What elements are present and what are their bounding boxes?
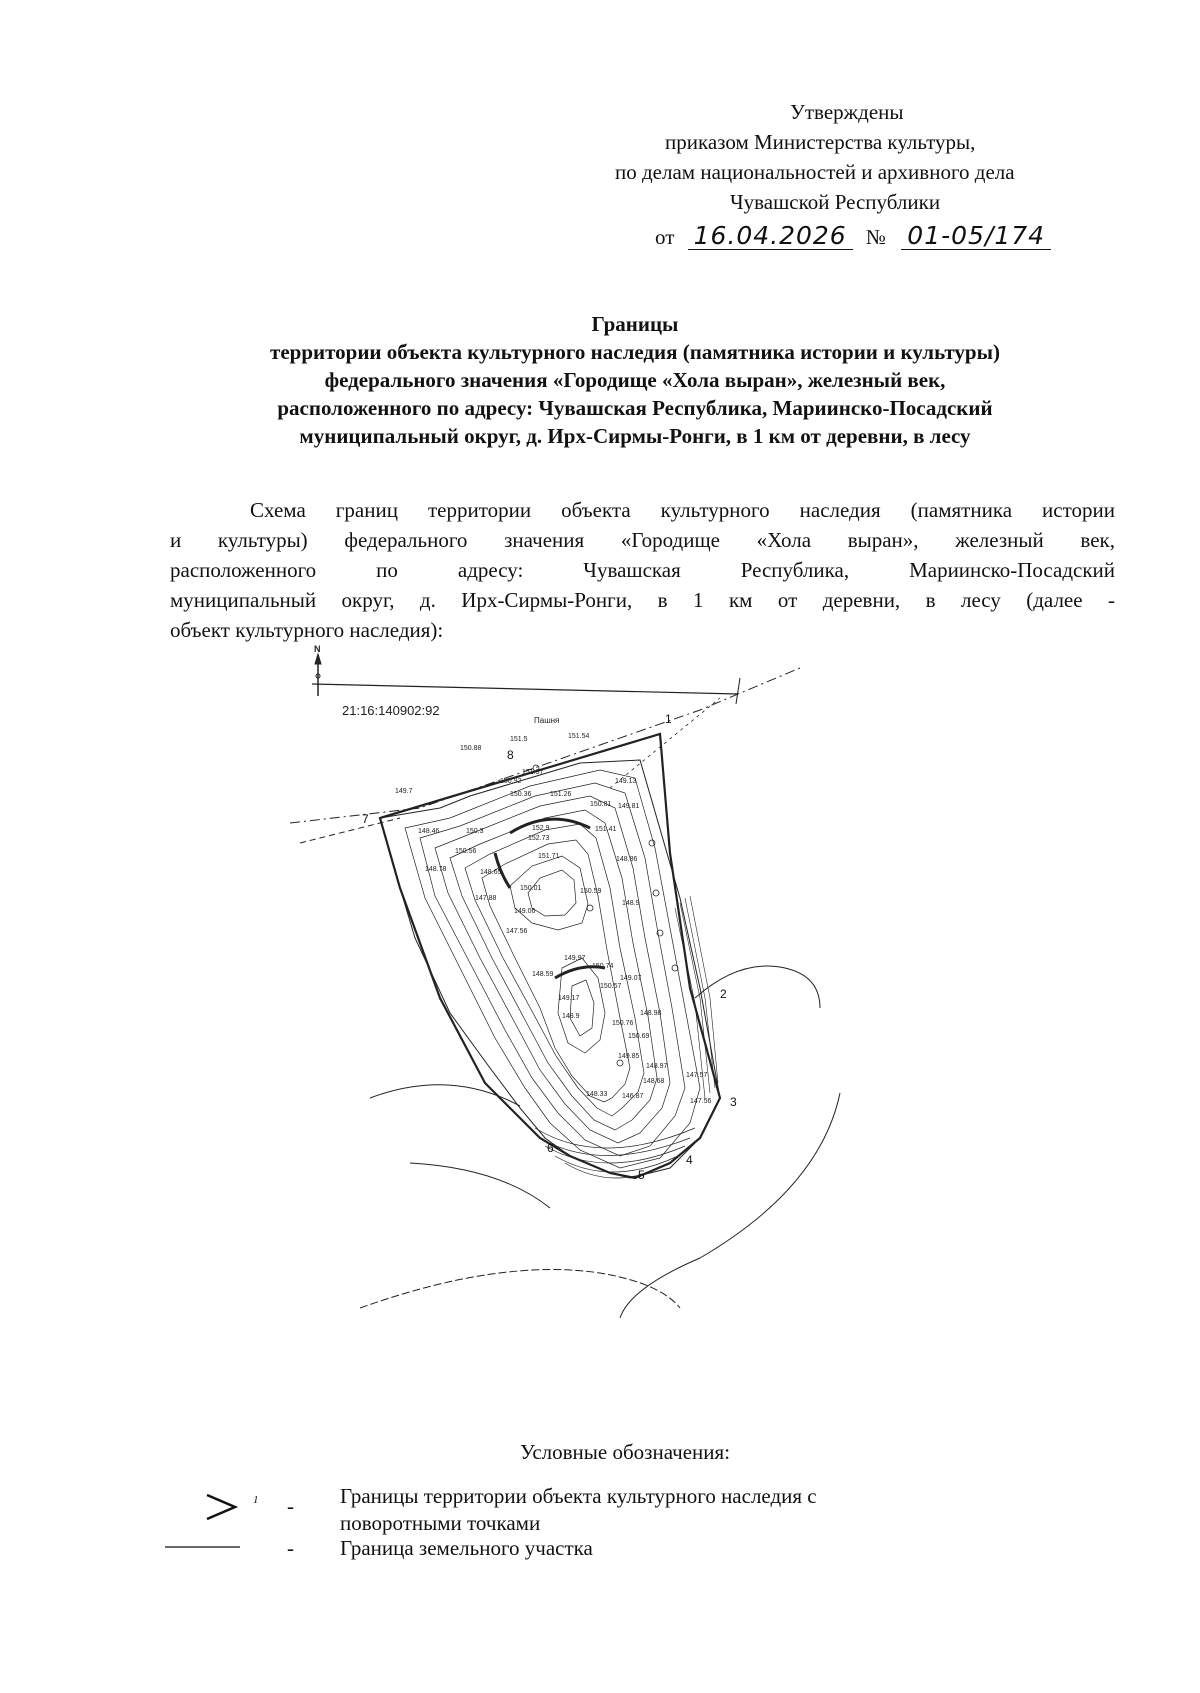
elevation-mark: 148.65 bbox=[480, 869, 502, 876]
paragraph-line-4: муниципальный округ, д. Ирх-Сирмы-Ронги, в 1 км от деревни, в лесу (далее - bbox=[170, 588, 1115, 612]
elevation-mark: 148.33 bbox=[586, 1091, 608, 1098]
elevation-mark: 151.37 bbox=[522, 769, 544, 776]
elevation-mark: 151.41 bbox=[595, 826, 617, 833]
elevation-mark: 147.56 bbox=[506, 928, 528, 935]
elevation-mark: 149.07 bbox=[620, 975, 642, 982]
elevation-mark: 147.56 bbox=[690, 1098, 712, 1105]
legend-dash-2: - bbox=[287, 1536, 294, 1560]
elevation-mark: 150.56 bbox=[455, 848, 477, 855]
elevation-mark: 151.71 bbox=[538, 853, 560, 860]
paragraph-line-1: Схема границ территории объекта культурного наследия (памятника истории bbox=[250, 498, 1115, 522]
elevation-mark: 148.98 bbox=[640, 1010, 662, 1017]
elevation-mark: 152.9 bbox=[532, 825, 550, 832]
legend-title: Условные обозначения: bbox=[520, 1440, 731, 1464]
elevation-mark: 148.97 bbox=[646, 1063, 668, 1070]
elevation-mark: 150.57 bbox=[600, 983, 622, 990]
turning-point-4: 4 bbox=[686, 1153, 693, 1167]
elevation-mark: 149.81 bbox=[618, 803, 640, 810]
field-label: Пашня bbox=[534, 716, 560, 725]
paragraph-line-2: и культуры) федерального значения «Городище «Хола выран», железный век, bbox=[170, 528, 1115, 552]
turning-point-5: 5 bbox=[638, 1168, 645, 1182]
paragraph-line-5: объект культурного наследия): bbox=[170, 618, 444, 642]
elevation-mark: 150.74 bbox=[592, 963, 614, 970]
handwritten-order-number: 01-05/174 bbox=[901, 223, 1051, 250]
elevation-mark: 148.86 bbox=[616, 856, 638, 863]
title-line-4: расположенного по адресу: Чувашская Республика, Мариинско-Посадский bbox=[277, 396, 993, 420]
elevation-mark: 148.9 bbox=[562, 1013, 580, 1020]
turning-point-3: 3 bbox=[730, 1095, 737, 1109]
cadastral-number: 21:16:140902:92 bbox=[342, 703, 440, 718]
elevation-mark: 148.78 bbox=[425, 866, 447, 873]
elevation-mark: 149.17 bbox=[558, 995, 580, 1002]
north-label: N bbox=[314, 644, 321, 654]
elevation-mark: 150.81 bbox=[590, 801, 612, 808]
elevation-mark: 148.9 bbox=[622, 900, 640, 907]
north-arrow bbox=[315, 654, 321, 696]
turning-point-1: 1 bbox=[665, 712, 672, 726]
date-prefix: от bbox=[655, 225, 675, 249]
turning-point-8: 8 bbox=[507, 748, 514, 762]
elevation-mark: 148.68 bbox=[643, 1078, 665, 1085]
approval-line-2: приказом Министерства культуры, bbox=[665, 130, 976, 154]
elevation-mark: 150.69 bbox=[628, 1033, 650, 1040]
elevation-mark: 150.01 bbox=[520, 885, 542, 892]
elevation-mark: 150.76 bbox=[612, 1020, 634, 1027]
title-line-3: федерального значения «Городище «Хола выран», железный век, bbox=[324, 368, 946, 392]
elevation-mark: 149.85 bbox=[618, 1053, 640, 1060]
elevation-mark: 150.88 bbox=[460, 745, 482, 752]
elevation-mark: 147.57 bbox=[686, 1072, 708, 1079]
elevation-mark: 146.87 bbox=[622, 1093, 644, 1100]
turning-point-6: 6 bbox=[547, 1141, 554, 1155]
parcel-line-symbol bbox=[165, 1545, 245, 1549]
elevation-mark: 149.7 bbox=[395, 788, 413, 795]
elevation-mark: 148.59 bbox=[532, 971, 554, 978]
elevation-mark: 151.26 bbox=[550, 791, 572, 798]
approval-line-3: по делам национальностей и архивного дела bbox=[615, 160, 1015, 184]
elevation-mark: 150.92 bbox=[500, 778, 522, 785]
turning-point-2: 2 bbox=[720, 987, 727, 1001]
approval-line-4: Чувашской Республики bbox=[730, 190, 941, 214]
elevation-mark: 149.13 bbox=[615, 778, 637, 785]
document-title bbox=[160, 310, 1110, 450]
turning-point-7: 7 bbox=[362, 812, 369, 826]
number-prefix: № bbox=[865, 225, 886, 249]
elevation-mark: 150.59 bbox=[580, 888, 602, 895]
paragraph-line-3: расположенного по адресу: Чувашская Республика, Мариинско-Посадский bbox=[170, 558, 1115, 582]
scheme-description bbox=[170, 495, 1115, 645]
elevation-mark: 149.06 bbox=[514, 908, 536, 915]
elevation-mark: 150.36 bbox=[510, 791, 532, 798]
elevation-mark: 147.88 bbox=[475, 895, 497, 902]
parcel-legend-text: Граница земельного участка bbox=[340, 1536, 593, 1560]
boundary-legend-text-2: поворотными точками bbox=[340, 1511, 541, 1535]
elevation-mark: 152.73 bbox=[528, 835, 550, 842]
order-date-number bbox=[655, 222, 1051, 252]
title-line-1: Границы bbox=[591, 312, 679, 336]
title-line-5: муниципальный округ, д. Ирх-Сирмы-Ронги, в 1 км от деревни, в лесу bbox=[299, 424, 971, 448]
elevation-mark: 151.54 bbox=[568, 733, 590, 740]
handwritten-date: 16.04.2026 bbox=[688, 223, 853, 250]
elevation-mark: 151.5 bbox=[510, 736, 528, 743]
approval-line-1: Утверждены bbox=[790, 100, 904, 124]
boundary-scheme-map bbox=[300, 644, 960, 1388]
elevation-mark: 149.97 bbox=[564, 955, 586, 962]
boundary-point-label: 1 bbox=[253, 1494, 259, 1506]
title-line-2: территории объекта культурного наследия (памятника истории и культуры) bbox=[270, 340, 1000, 364]
elevation-mark: 148.46 bbox=[418, 828, 440, 835]
elevation-mark: 150.3 bbox=[466, 828, 484, 835]
boundary-legend-text-1: Границы территории объекта культурного наследия с bbox=[340, 1484, 817, 1508]
legend-dash-1: - bbox=[287, 1494, 294, 1518]
object-boundary-line bbox=[380, 734, 720, 1178]
